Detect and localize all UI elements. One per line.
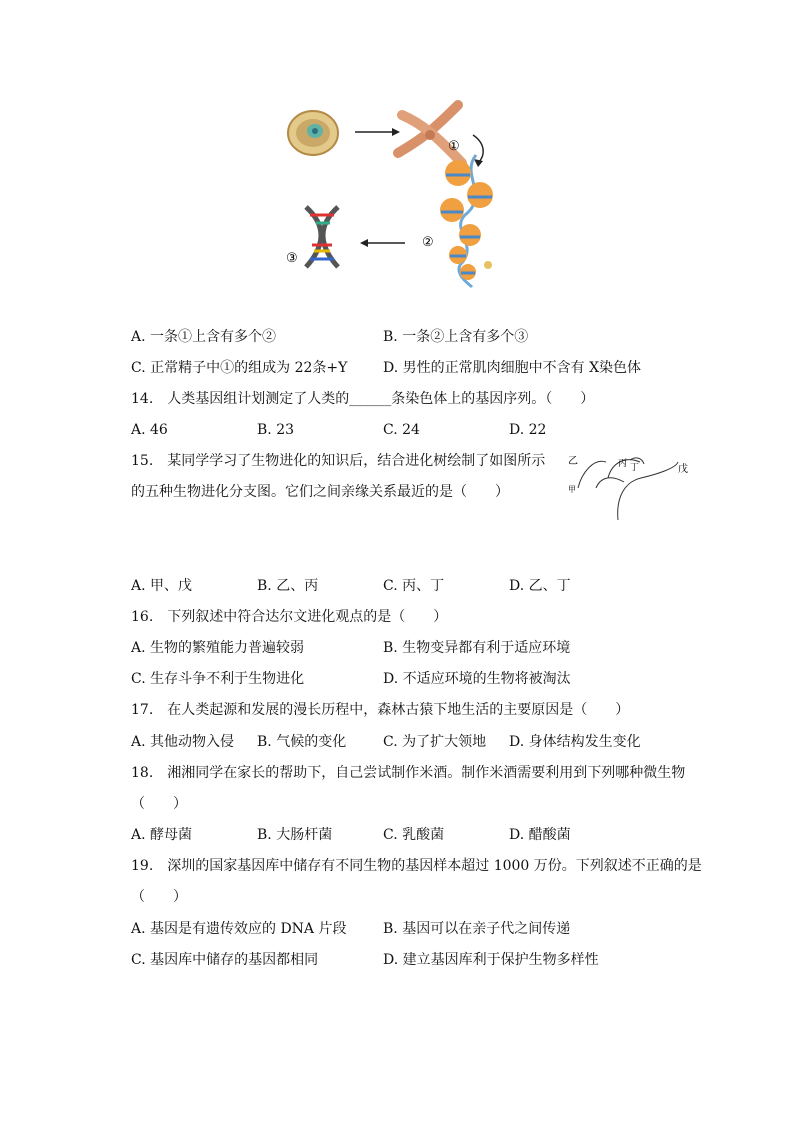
- label-3: ③: [286, 251, 298, 266]
- q14-option-b: B. 23: [257, 422, 295, 438]
- q15-option-c: C. 丙、丁: [383, 578, 445, 594]
- tree-label-ding: 丁: [630, 463, 640, 473]
- q13-option-d: D. 男性的正常肌肉细胞中不含有 X染色体: [383, 360, 642, 376]
- tree-label-wu: 戊: [678, 464, 688, 475]
- q15-stem-line2: 的五种生物进化分支图。它们之间亲缘关系最近的是（ ）: [131, 484, 509, 500]
- tree-label-bing: 丙: [618, 459, 628, 469]
- q18-option-c: C. 乳酸菌: [383, 827, 445, 843]
- chromatin-illustration: [440, 155, 493, 287]
- label-1: ①: [448, 139, 460, 154]
- evolution-tree-figure: [566, 448, 696, 528]
- q16-option-a: A. 生物的繁殖能力普遍较弱: [131, 640, 305, 656]
- q17-option-d: D. 身体结构发生变化: [509, 734, 641, 750]
- q14-option-d: D. 22: [509, 422, 547, 438]
- tree-label-yi: 乙: [568, 456, 578, 467]
- q13-option-c: C. 正常精子中①的组成为 22条+Y: [131, 360, 348, 376]
- figure-drawing: [280, 95, 540, 290]
- q19-option-b: B. 基因可以在亲子代之间传递: [383, 921, 571, 937]
- q18-option-a: A. 酵母菌: [131, 827, 193, 843]
- q17-option-a: A. 其他动物入侵: [131, 734, 235, 750]
- tree-label-jia: 甲: [568, 485, 576, 494]
- q18-option-b: B. 大肠杆菌: [257, 827, 333, 843]
- q14-stem: 14. 人类基因组计划测定了人类的______条染色体上的基因序列。（ ）: [131, 391, 595, 407]
- q16-option-d: D. 不适应环境的生物将被淘汰: [383, 671, 571, 687]
- q19-stem-line1: 19. 深圳的国家基因库中储存有不同生物的基因样本超过 1000 万份。下列叙述不正确的是: [131, 858, 702, 874]
- q14-option-c: C. 24: [383, 422, 420, 438]
- q16-option-c: C. 生存斗争不利于生物进化: [131, 671, 305, 687]
- q16-stem: 16. 下列叙述中符合达尔文进化观点的是（ ）: [131, 609, 448, 625]
- q17-option-c: C. 为了扩大领地: [383, 734, 487, 750]
- q18-stem-line2: （ ）: [131, 796, 187, 812]
- q16-option-b: B. 生物变异都有利于适应环境: [383, 640, 571, 656]
- q13-option-b: B. 一条②上含有多个③: [383, 329, 529, 345]
- q18-option-d: D. 醋酸菌: [509, 827, 571, 843]
- cell-illustration: [288, 111, 338, 155]
- chromosome-dna-figure: [280, 95, 540, 290]
- q13-option-a: A. 一条①上含有多个②: [131, 329, 277, 345]
- curved-arrow-head: [474, 159, 483, 167]
- q17-stem: 17. 在人类起源和发展的漫长历程中，森林古猿下地生活的主要原因是（ ）: [131, 702, 630, 718]
- evolution-tree-drawing: [566, 448, 696, 528]
- chromosome-illustration: [398, 105, 462, 163]
- q15-stem-line1: 15. 某同学学习了生物进化的知识后，结合进化树绘制了如图所示: [131, 453, 546, 469]
- q19-option-a: A. 基因是有遗传效应的 DNA 片段: [131, 921, 347, 937]
- q15-option-b: B. 乙、丙: [257, 578, 319, 594]
- q15-option-d: D. 乙、丁: [509, 578, 571, 594]
- q18-stem-line1: 18. 湘湘同学在家长的帮助下，自己尝试制作米酒。制作米酒需要利用到下列哪种微生物: [131, 765, 686, 781]
- label-2: ②: [422, 235, 434, 250]
- q19-option-d: D. 建立基因库利于保护生物多样性: [383, 952, 599, 968]
- dna-illustration: [306, 207, 338, 267]
- q14-option-a: A. 46: [131, 422, 168, 438]
- q15-option-a: A. 甲、戊: [131, 578, 193, 594]
- q19-option-c: C. 基因库中储存的基因都相同: [131, 952, 319, 968]
- q19-stem-line2: （ ）: [131, 889, 187, 905]
- arrow-right: [355, 128, 400, 136]
- q17-option-b: B. 气候的变化: [257, 734, 347, 750]
- arrow-left: [360, 239, 405, 247]
